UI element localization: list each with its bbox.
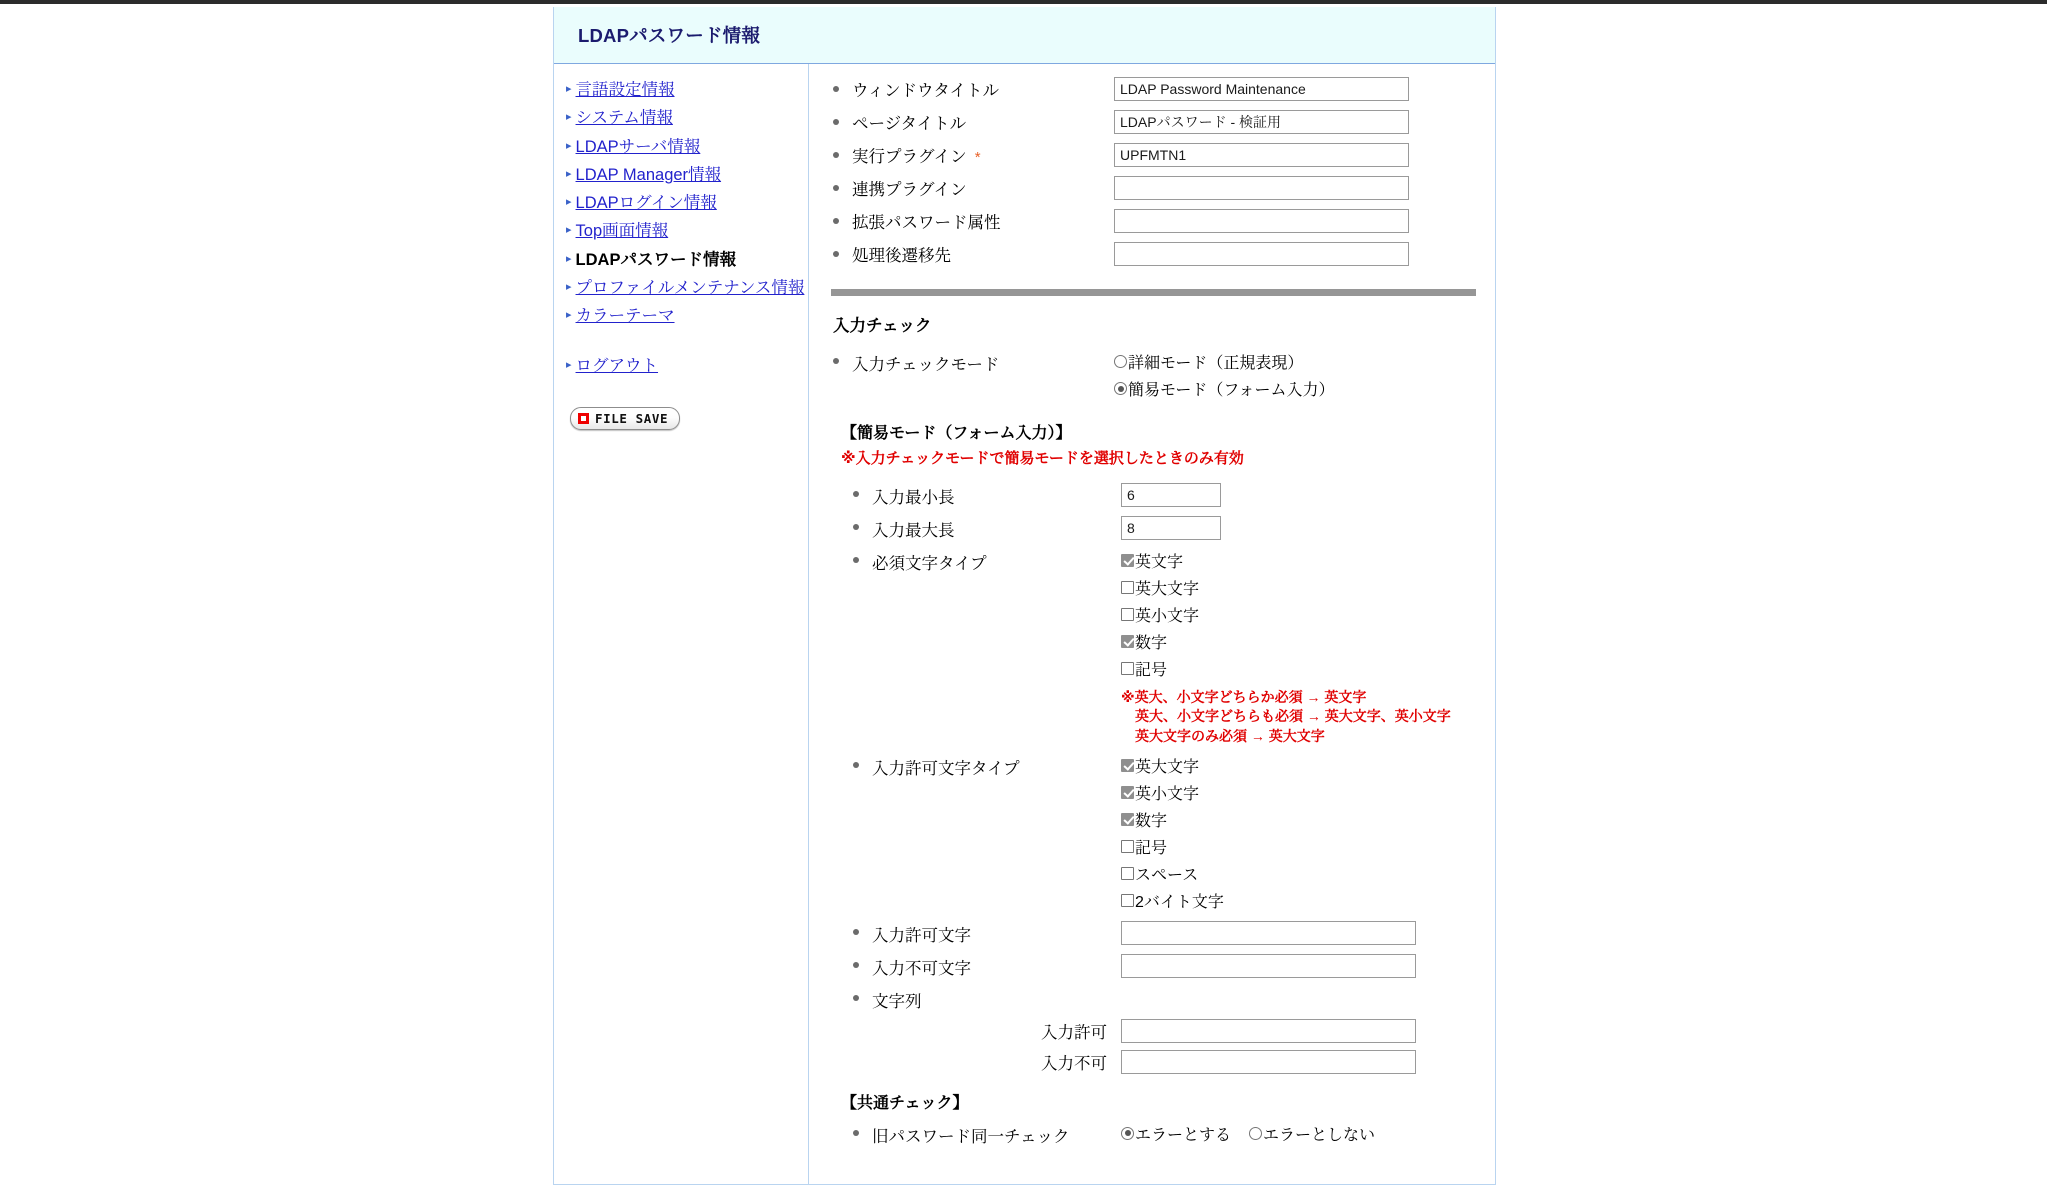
stop-square-icon	[578, 413, 589, 424]
panel-body	[554, 64, 1495, 1184]
field-label: ページタイトル	[852, 115, 967, 133]
sidebar-item-color-theme[interactable]	[554, 302, 808, 330]
checkbox-label: 2バイト文字	[1135, 893, 1224, 911]
section-divider	[831, 289, 1476, 296]
field-row-denied-chars	[831, 953, 1477, 979]
sidebar-item-label[interactable]: LDAPログイン情報	[575, 194, 717, 213]
field-label-text: 実行プラグイン	[852, 148, 967, 166]
field-label: 入力不可	[1041, 1054, 1107, 1073]
sidebar-item-ldap-login[interactable]	[554, 189, 808, 217]
field-label: 文字列	[872, 992, 922, 1011]
checkbox-label: 英小文字	[1135, 785, 1200, 803]
chevron-right-icon: ▸	[566, 252, 572, 265]
label-cell	[831, 986, 1121, 1012]
label-cell	[831, 920, 1121, 946]
radio-option-not-error[interactable]	[1249, 1122, 1375, 1145]
old-password-check-radio-group	[1121, 1121, 1375, 1145]
field-label	[852, 143, 1114, 167]
field-label: 必須文字タイプ	[872, 555, 987, 573]
radio-label: エラーとしない	[1263, 1126, 1376, 1144]
checkbox-label: 英文字	[1135, 554, 1184, 571]
extended-password-attr-input[interactable]	[1114, 209, 1409, 233]
main-panel	[553, 7, 1496, 1185]
link-plugin-input[interactable]	[1114, 176, 1409, 200]
bullet-icon	[833, 358, 839, 364]
sidebar-item-logout[interactable]	[554, 352, 808, 380]
field-label: 入力許可文字タイプ	[872, 759, 1020, 778]
page-title: LDAPパスワード情報	[554, 7, 1495, 64]
sidebar-item-label: LDAPパスワード情報	[575, 250, 736, 269]
field-row-allowed-chars	[831, 920, 1477, 946]
file-save-button[interactable]	[570, 407, 680, 430]
field-row-old-password-check	[831, 1121, 1477, 1147]
field-label: 旧パスワード同一チェック	[872, 1127, 1070, 1146]
checkbox-option-alpha[interactable]	[1121, 549, 1451, 572]
bullet-icon	[833, 119, 839, 125]
checkbox-label: 数字	[1135, 812, 1168, 830]
radio-label: 詳細モード（正規表現）	[1128, 355, 1304, 372]
bullet-icon	[833, 218, 839, 224]
label-cell	[831, 515, 1121, 541]
page-title-input[interactable]	[1114, 110, 1409, 134]
checkbox-icon-checked[interactable]	[1121, 813, 1134, 826]
sidebar-item-ldap-manager[interactable]	[554, 161, 808, 189]
bullet-icon	[853, 995, 859, 1001]
field-row-allowed-char-type	[831, 753, 1477, 912]
sidebar-item-language-settings[interactable]	[554, 76, 808, 104]
note-line-3: 英大文字のみ必須 → 英大文字	[1135, 727, 1325, 744]
check-mode-radio-group	[1114, 350, 1335, 400]
radio-label: 簡易モード（フォーム入力）	[1128, 382, 1335, 399]
radio-icon-selected[interactable]	[1121, 1127, 1134, 1140]
field-row-link-plugin	[831, 175, 1477, 201]
basic-settings-list	[831, 76, 1477, 267]
sidebar-item-label[interactable]: Top画面情報	[575, 222, 669, 241]
bullet-icon	[833, 251, 839, 257]
required-star-icon: *	[974, 149, 981, 166]
label-cell	[831, 953, 1121, 979]
allowed-char-type-checkbox-group	[1121, 753, 1224, 912]
field-label: 連携プラグイン	[852, 181, 967, 199]
field-row-post-process-destination	[831, 241, 1477, 267]
bullet-icon	[833, 86, 839, 92]
field-label: 処理後遷移先	[852, 247, 951, 265]
checkbox-icon[interactable]	[1121, 608, 1134, 621]
value-cell	[1121, 482, 1221, 507]
checkbox-label: 記号	[1135, 839, 1168, 857]
checkbox-icon[interactable]	[1121, 894, 1134, 907]
checkbox-option-uppercase[interactable]	[1121, 754, 1224, 777]
checkbox-option-double-byte[interactable]	[1121, 889, 1224, 912]
note-line-1: ※英大、小文字どちらか必須 → 英文字	[1121, 689, 1367, 705]
allowed-chars-input[interactable]	[1121, 921, 1416, 945]
bullet-icon	[853, 524, 859, 530]
sidebar-item-label[interactable]: カラーテーマ	[575, 307, 675, 326]
checkbox-label: 英大文字	[1135, 758, 1200, 776]
value-cell	[1121, 515, 1221, 540]
checkbox-icon[interactable]	[1121, 840, 1134, 853]
field-row-string-allow	[831, 1019, 1477, 1043]
field-row-string-group	[831, 986, 1477, 1012]
field-label: 入力許可	[1041, 1023, 1107, 1042]
bullet-icon	[853, 491, 859, 497]
checkbox-option-space[interactable]	[1121, 862, 1224, 885]
checkbox-icon[interactable]	[1121, 867, 1134, 880]
string-deny-input[interactable]	[1121, 1050, 1416, 1074]
checkbox-label: 記号	[1135, 662, 1168, 679]
checkbox-label: 英大文字	[1135, 581, 1200, 598]
sidebar-item-profile-maintenance[interactable]	[554, 274, 808, 302]
window-title-input[interactable]	[1114, 77, 1409, 101]
logout-label[interactable]: ログアウト	[575, 357, 659, 376]
field-row-max-length	[831, 515, 1477, 541]
checkbox-label: 英小文字	[1135, 608, 1200, 625]
bullet-icon	[853, 962, 859, 968]
field-label: ウィンドウタイトル	[852, 82, 1000, 100]
label-cell	[831, 753, 1121, 779]
checkbox-option-digit[interactable]	[1121, 630, 1451, 653]
chevron-right-icon: ▸	[566, 83, 572, 95]
field-label: 入力不可文字	[872, 959, 971, 978]
value-cell	[1121, 920, 1416, 945]
checkbox-option-digit[interactable]	[1121, 808, 1224, 831]
checkbox-option-lowercase[interactable]	[1121, 603, 1451, 626]
chevron-right-icon: ▸	[566, 139, 572, 152]
checkbox-option-symbol[interactable]	[1121, 835, 1224, 858]
sidebar-item-system[interactable]	[554, 104, 808, 132]
radio-option-detailed-mode[interactable]	[1114, 350, 1335, 373]
common-check-group-title: 【共通チェック】	[841, 1094, 969, 1112]
input-check-mode-list	[831, 350, 1477, 400]
top-strip	[0, 0, 2047, 4]
max-length-input[interactable]	[1121, 516, 1221, 540]
sidebar-item-label[interactable]: LDAPサーバ情報	[575, 137, 701, 156]
radio-option-treat-as-error[interactable]	[1121, 1122, 1231, 1145]
chevron-right-icon: ▸	[566, 111, 572, 124]
chevron-right-icon: ▸	[566, 359, 572, 372]
checkbox-icon[interactable]	[1121, 662, 1134, 675]
chevron-right-icon: ▸	[566, 196, 572, 209]
value-cell	[1121, 953, 1416, 978]
required-char-type-notes	[1121, 688, 1451, 746]
chevron-right-icon: ▸	[566, 224, 572, 237]
field-label: 入力最大長	[872, 522, 955, 540]
radio-icon-selected[interactable]	[1114, 382, 1127, 395]
sidebar-item-label[interactable]: プロファイルメンテナンス情報	[575, 278, 805, 297]
sidebar	[554, 64, 809, 1184]
checkbox-option-symbol[interactable]	[1121, 657, 1451, 680]
checkbox-option-uppercase[interactable]	[1121, 576, 1451, 599]
main-content	[809, 64, 1495, 1184]
field-row-required-char-type	[831, 548, 1477, 746]
file-save-label: FILE SAVE	[595, 410, 669, 426]
field-row-window-title	[831, 76, 1477, 102]
sidebar-item-ldap-server[interactable]	[554, 133, 808, 161]
simple-mode-group-title: 【簡易モード（フォーム入力）】	[841, 425, 1072, 442]
field-row-extended-password-attr	[831, 208, 1477, 234]
bullet-icon	[853, 1130, 859, 1136]
radio-option-simple-mode[interactable]	[1114, 377, 1335, 400]
input-check-section-title: 入力チェック	[833, 317, 932, 335]
bullet-icon	[833, 185, 839, 191]
checkbox-icon[interactable]	[1121, 581, 1134, 594]
field-row-exec-plugin	[831, 142, 1477, 168]
field-label: 入力チェックモード	[852, 356, 1000, 374]
note-line-2: 英大、小文字どちらも必須 → 英大文字、英小文字	[1135, 708, 1451, 725]
sidebar-item-label[interactable]: システム情報	[575, 109, 673, 128]
field-row-string-deny	[831, 1050, 1477, 1074]
label-cell	[831, 548, 1121, 574]
chevron-right-icon: ▸	[566, 309, 572, 322]
bullet-icon	[853, 929, 859, 935]
sidebar-spacer	[554, 330, 808, 352]
checkbox-icon-checked[interactable]	[1121, 786, 1134, 799]
save-button-area	[554, 381, 808, 430]
field-label: 入力許可文字	[872, 926, 971, 945]
field-row-page-title	[831, 109, 1477, 135]
simple-mode-warning-note: ※入力チェックモードで簡易モードを選択したときのみ有効	[841, 450, 1244, 467]
checkbox-icon-checked[interactable]	[1121, 759, 1134, 772]
sidebar-item-top-screen[interactable]	[554, 217, 808, 245]
checkbox-label: 数字	[1135, 635, 1168, 652]
sidebar-item-ldap-password[interactable]	[554, 246, 808, 274]
label-cell	[831, 482, 1121, 508]
chevron-right-icon: ▸	[566, 167, 572, 180]
field-label: 拡張パスワード属性	[852, 214, 1001, 232]
checkbox-icon-checked[interactable]	[1121, 554, 1134, 567]
string-allow-input[interactable]	[1121, 1019, 1416, 1043]
field-row-min-length	[831, 482, 1477, 508]
sidebar-item-label[interactable]: 言語設定情報	[575, 81, 675, 99]
checkbox-option-lowercase[interactable]	[1121, 781, 1224, 804]
bullet-icon	[853, 762, 859, 768]
exec-plugin-input[interactable]	[1114, 143, 1409, 167]
field-row-check-mode	[831, 350, 1477, 400]
radio-icon[interactable]	[1249, 1127, 1262, 1140]
field-label: 入力最小長	[872, 489, 955, 507]
post-process-destination-input[interactable]	[1114, 242, 1409, 266]
checkbox-label: スペース	[1135, 866, 1199, 884]
bullet-icon	[853, 557, 859, 563]
radio-label: エラーとする	[1135, 1126, 1232, 1144]
min-length-input[interactable]	[1121, 483, 1221, 507]
checkbox-icon-checked[interactable]	[1121, 635, 1134, 648]
bullet-icon	[833, 152, 839, 158]
radio-icon[interactable]	[1114, 355, 1127, 368]
denied-chars-input[interactable]	[1121, 954, 1416, 978]
sidebar-item-label[interactable]: LDAP Manager情報	[575, 165, 722, 184]
chevron-right-icon: ▸	[566, 280, 572, 293]
label-cell	[831, 1121, 1121, 1147]
required-char-type-checkbox-group	[1121, 548, 1451, 746]
